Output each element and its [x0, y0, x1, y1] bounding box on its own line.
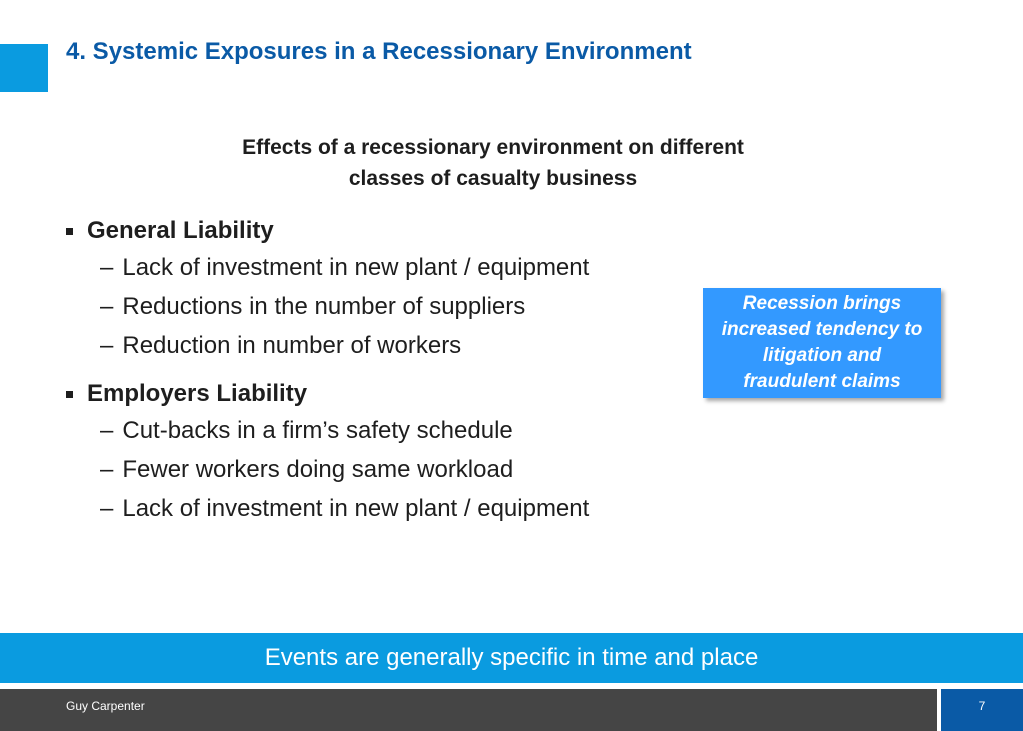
subtitle-line-2: classes of casualty business	[348, 167, 638, 190]
slide-title: 4. Systemic Exposures in a Recessionary Environment	[66, 38, 692, 65]
bullet-general-liability	[62, 214, 682, 365]
sub-bullet-text: Lack of investment in new plant / equipment	[122, 494, 590, 522]
bullet-heading: General Liability	[87, 217, 274, 244]
footer-bar	[0, 689, 937, 731]
sub-bullet-item	[62, 326, 682, 365]
dash-icon: –	[100, 253, 114, 281]
sub-bullet-item	[62, 489, 682, 528]
subtitle-line-1: Effects of a recessionary environment on different	[242, 136, 744, 159]
slide-subtitle	[180, 132, 806, 194]
sub-bullet-text: Reduction in number of workers	[122, 331, 462, 359]
dash-icon: –	[100, 455, 114, 483]
sub-bullet-item	[62, 411, 682, 450]
accent-square	[0, 44, 48, 92]
sub-bullet-list	[62, 248, 682, 365]
sub-bullet-list	[62, 411, 682, 528]
sub-bullet-text: Lack of investment in new plant / equipment	[122, 253, 590, 281]
footer-company: Guy Carpenter	[66, 699, 145, 713]
sub-bullet-text: Reductions in the number of suppliers	[122, 292, 526, 320]
bullet-list	[62, 214, 682, 540]
sub-bullet-item	[62, 287, 682, 326]
dash-icon: –	[100, 331, 114, 359]
dash-icon: –	[100, 494, 114, 522]
page-number-box	[941, 689, 1023, 731]
callout-box: Recession brings increased tendency to litigation and fraudulent claims	[703, 288, 941, 398]
bottom-banner: Events are generally specific in time and place	[0, 633, 1023, 683]
sub-bullet-item	[62, 450, 682, 489]
page-number: 7	[978, 699, 986, 713]
sub-bullet-text: Cut-backs in a firm’s safety schedule	[122, 416, 513, 444]
bullet-employers-liability	[62, 377, 682, 528]
sub-bullet-text: Fewer workers doing same workload	[122, 455, 514, 483]
square-bullet-icon	[66, 228, 73, 235]
square-bullet-icon	[66, 391, 73, 398]
dash-icon: –	[100, 416, 114, 444]
sub-bullet-item	[62, 248, 682, 287]
bullet-heading: Employers Liability	[87, 380, 308, 407]
dash-icon: –	[100, 292, 114, 320]
